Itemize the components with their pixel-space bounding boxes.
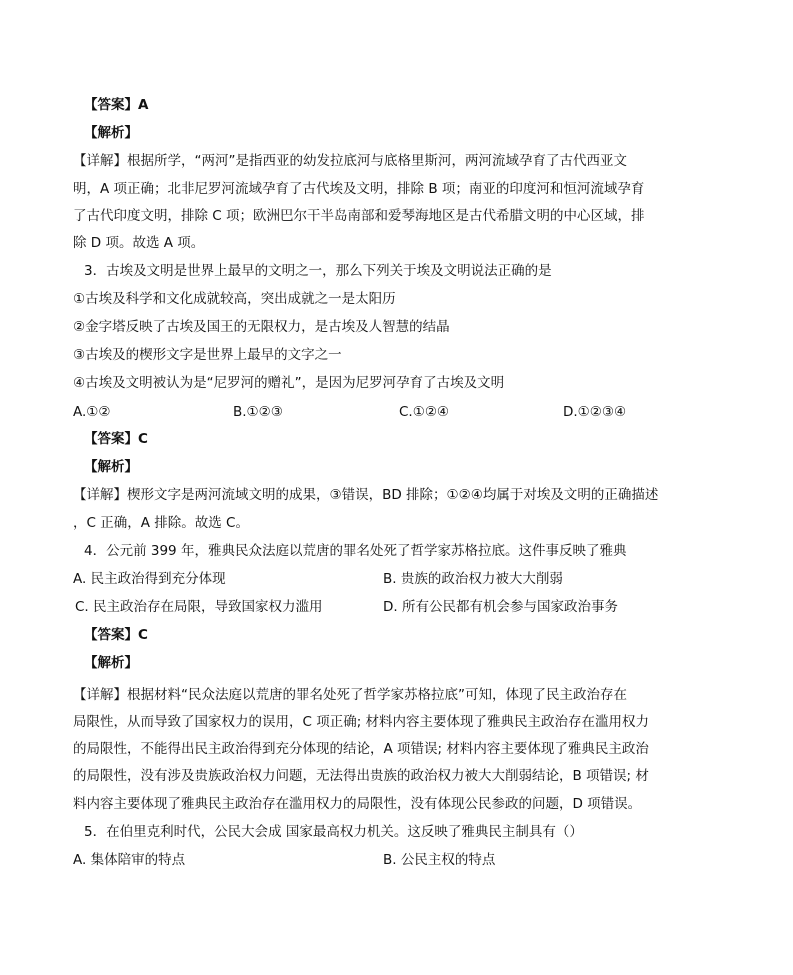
q2-detail-line: 了古代印度文明，排除 C 项；欧洲巴尔干半岛南部和爱琴海地区是古代希腊文明的中心区域，排	[73, 208, 645, 224]
q4-option-c: C. 民主政治存在局限，导致国家权力滥用	[75, 599, 323, 615]
q5-option-b: B. 公民主权的特点	[383, 852, 496, 868]
q4-analysis-heading: 【解析】	[84, 655, 138, 671]
q4-detail-line: 局限性，从而导致了国家权力的误用，C 项正确; 材料内容主要体现了雅典民主政治存在滥用权力	[73, 714, 650, 730]
q3-option-b: B.①②③	[233, 404, 283, 420]
q5-option-a: A. 集体陪审的特点	[73, 852, 186, 868]
q2-detail-line: 除 D 项。故选 A 项。	[73, 235, 205, 251]
q3-statement: ③古埃及的楔形文字是世界上最早的文字之一	[73, 347, 342, 363]
q2-detail-line: 明，A 项正确；北非尼罗河流域孕育了古代埃及文明，排除 B 项；南亚的印度河和恒河流域孕育	[73, 181, 645, 197]
q5-stem: 5．在伯里克利时代，公民大会成 国家最高权力机关。这反映了雅典民主制具有（）	[84, 824, 583, 840]
q2-answer: 【答案】A	[84, 97, 149, 113]
q3-stem: 3．古埃及文明是世界上最早的文明之一，那么下列关于埃及文明说法正确的是	[84, 263, 552, 279]
q3-detail-line: ，C 正确，A 排除。故选 C。	[73, 515, 249, 531]
q4-answer: 【答案】C	[84, 627, 148, 643]
q4-stem: 4．公元前 399 年，雅典民众法庭以荒唐的罪名处死了哲学家苏格拉底。这件事反映了雅典	[84, 543, 627, 559]
q4-option-d: D. 所有公民都有机会参与国家政治事务	[383, 599, 618, 615]
q2-analysis-heading: 【解析】	[84, 125, 138, 141]
q3-statement: ②金字塔反映了古埃及国王的无限权力，是古埃及人智慧的结晶	[73, 319, 450, 335]
q4-option-a: A. 民主政治得到充分体现	[73, 571, 226, 587]
q4-detail-line: 的局限性，不能得出民主政治得到充分体现的结论，A 项错误; 材料内容主要体现了雅典民主政治	[73, 741, 649, 757]
q3-detail-line: 【详解】楔形文字是两河流域文明的成果，③错误，BD 排除；①②④均属于对埃及文明的正确描述	[73, 487, 659, 503]
q3-option-a: A.①②	[73, 404, 111, 420]
q3-answer: 【答案】C	[84, 431, 148, 447]
q4-option-b: B. 贵族的政治权力被大大削弱	[383, 571, 563, 587]
q4-detail-line: 【详解】根据材料“民众法庭以荒唐的罪名处死了哲学家苏格拉底”可知，体现了民主政治存在	[73, 687, 627, 703]
q3-analysis-heading: 【解析】	[84, 459, 138, 475]
q3-statement: ④古埃及文明被认为是“尼罗河的赠礼”，是因为尼罗河孕育了古埃及文明	[73, 375, 505, 391]
q2-detail-line: 【详解】根据所学，“两河”是指西亚的幼发拉底河与底格里斯河，两河流域孕育了古代西亚文	[73, 153, 627, 169]
q4-detail-line: 的局限性，没有涉及贵族政治权力问题，无法得出贵族的政治权力被大大削弱结论，B 项错误; 材	[73, 768, 649, 784]
q4-detail-line: 料内容主要体现了雅典民主政治存在滥用权力的局限性，没有体现公民参政的问题，D 项错误。	[73, 796, 642, 812]
q3-option-c: C.①②④	[399, 404, 450, 420]
q3-statement: ①古埃及科学和文化成就较高，突出成就之一是太阳历	[73, 291, 396, 307]
q3-option-d: D.①②③④	[563, 404, 627, 420]
